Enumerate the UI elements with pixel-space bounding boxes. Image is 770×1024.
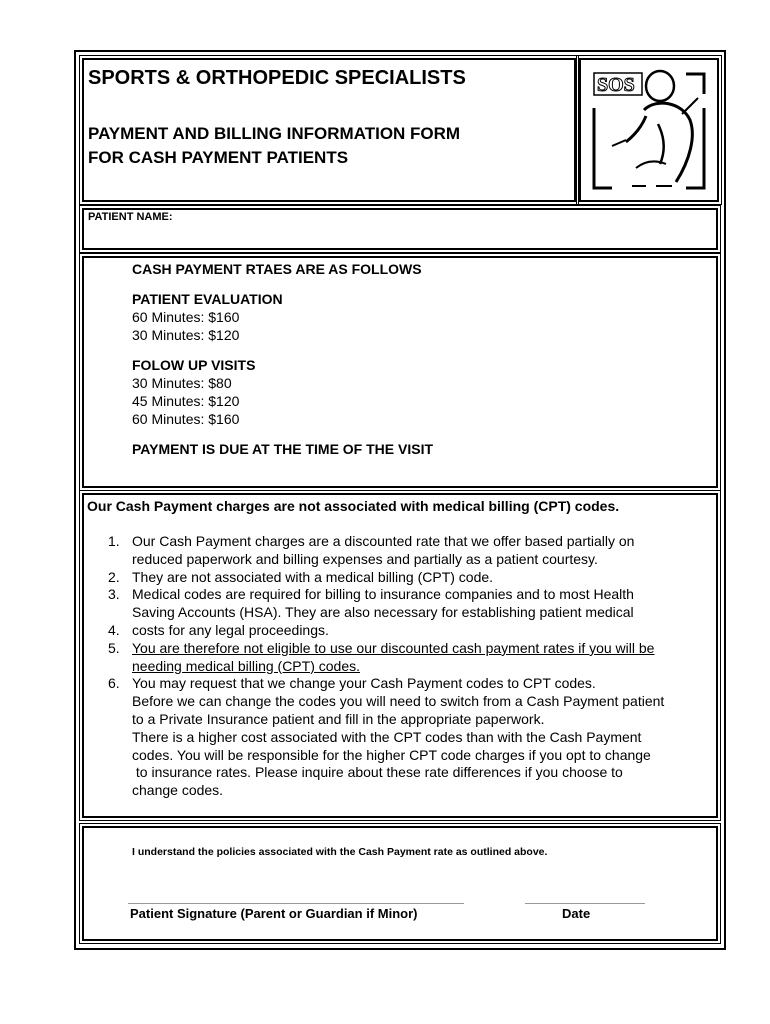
policy-line: change codes. <box>132 782 224 799</box>
followup-rate: 45 Minutes: $120 <box>132 393 240 409</box>
policy-item-number: 1. <box>108 533 120 549</box>
policy-line: to a Private Insurance patient and fill in the appropriate paperwork. <box>132 710 545 727</box>
rates-heading: CASH PAYMENT RTAES ARE AS FOLLOWS <box>132 261 422 277</box>
policy-line: Saving Accounts (HSA). They are also necessary for establishing patient medical <box>132 604 634 621</box>
policy-item-number: 4. <box>108 621 120 638</box>
signature-box <box>82 826 718 941</box>
acknowledgement-statement: I understand the policies associated with the Cash Payment rate as outlined above. <box>132 846 548 858</box>
logo-text: SOS <box>597 74 635 96</box>
policy-item-number: 2. <box>108 568 120 585</box>
policy-line: to insurance rates. Please inquire about these rate differences if you choose to <box>132 764 623 781</box>
followup-rate: 60 Minutes: $160 <box>132 411 240 427</box>
signature-label: Patient Signature (Parent or Guardian if Minor) <box>130 906 418 921</box>
policy-line: Before we can change the codes you will need to switch from a Cash Payment patient <box>132 693 665 710</box>
policy-item <box>108 622 708 640</box>
policy-line: codes. You will be responsible for the higher CPT code charges if you opt to change <box>132 746 651 763</box>
patient-name-field[interactable] <box>82 208 718 250</box>
policy-line-underlined: needing medical billing (CPT) codes. <box>132 657 360 674</box>
policy-item-number: 6. <box>108 675 120 692</box>
policy-item <box>108 533 708 569</box>
form-title <box>88 122 460 170</box>
policy-item <box>108 569 708 587</box>
evaluation-rate: 60 Minutes: $160 <box>132 309 240 325</box>
policy-list <box>108 533 708 800</box>
policy-item-number: 3. <box>108 586 120 603</box>
evaluation-rate: 30 Minutes: $120 <box>132 327 240 343</box>
policy-line: Medical codes are required for billing to insurance companies and to most Health <box>132 586 634 603</box>
date-label: Date <box>562 906 591 921</box>
policy-line: You may request that we change your Cash Payment codes to CPT codes. <box>132 675 596 692</box>
patient-name-label: PATIENT NAME: <box>88 211 173 223</box>
sos-logo-icon <box>586 64 714 196</box>
form-title-line1: PAYMENT AND BILLING INFORMATION FORM <box>88 124 461 143</box>
rates-section <box>132 260 433 458</box>
practice-name: SPORTS & ORTHOPEDIC SPECIALISTS <box>88 67 466 89</box>
policy-line: costs for any legal proceedings. <box>132 621 329 638</box>
policy-line: Our Cash Payment charges are a discounted rate that we offer based partially on <box>132 533 635 549</box>
policy-line: They are not associated with a medical billing (CPT) code. <box>132 568 494 585</box>
policy-line-underlined: You are therefore not eligible to use our discounted cash payment rates if you will be <box>132 639 655 656</box>
policy-line: reduced paperwork and billing expenses and partially as a patient courtesy. <box>132 550 598 567</box>
form-title-line2: FOR CASH PAYMENT PATIENTS <box>88 148 349 167</box>
payment-due-note: PAYMENT IS DUE AT THE TIME OF THE VISIT <box>132 441 434 457</box>
policy-heading: Our Cash Payment charges are not associated with medical billing (CPT) codes. <box>87 498 620 514</box>
followup-heading: FOLOW UP VISITS <box>132 357 256 373</box>
policy-item <box>108 675 708 800</box>
policy-line: There is a higher cost associated with the CPT codes than with the Cash Payment <box>132 728 642 745</box>
evaluation-heading: PATIENT EVALUATION <box>132 291 283 307</box>
policy-item <box>108 586 708 622</box>
date-line[interactable] <box>525 903 645 904</box>
policy-item <box>108 640 708 676</box>
signature-line[interactable] <box>128 903 464 904</box>
policy-item-number: 5. <box>108 639 120 656</box>
followup-rate: 30 Minutes: $80 <box>132 375 232 391</box>
